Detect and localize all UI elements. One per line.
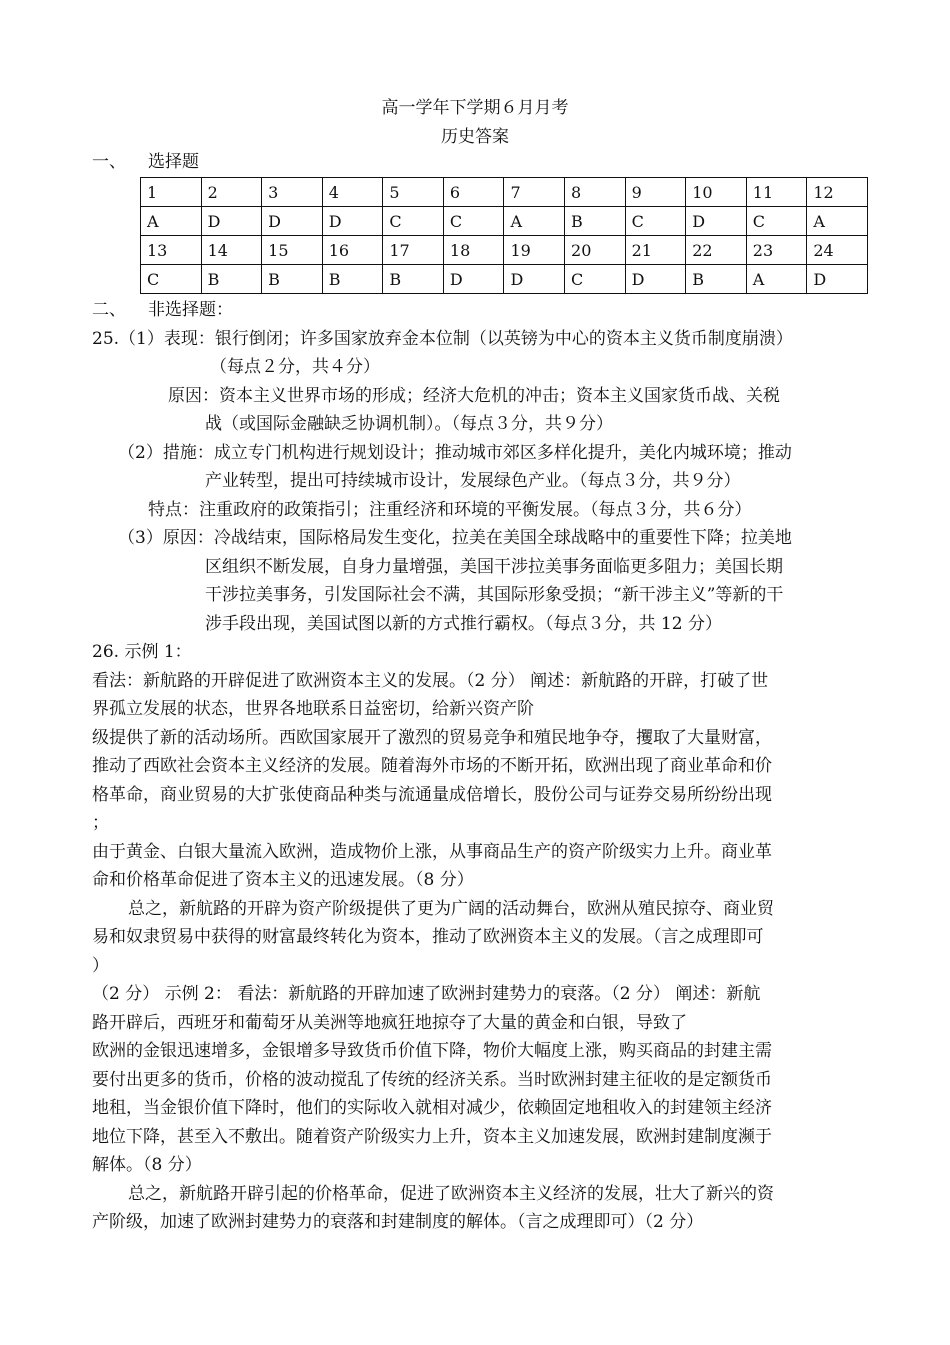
answer-table-cell: B — [262, 265, 323, 294]
q26-text-line: 格革命，商业贸易的大扩张使商品种类与流通量成倍增长，股份公司与证券交易所纷纷出现 — [92, 785, 772, 805]
q25-1-line-2: （每点２分，共４分） — [210, 357, 380, 377]
section-1-number: 一、 — [92, 152, 126, 172]
answer-table-cell: A — [746, 265, 807, 294]
answer-table-cell: 20 — [565, 236, 626, 265]
answer-table-row — [141, 236, 868, 265]
answer-table-cell: C — [383, 207, 444, 236]
page-title: 高一学年下学期６月月考 — [381, 98, 569, 118]
q26-text-line: 命和价格革命促进了资本主义的迅速发展。（8 分） — [92, 870, 474, 890]
answer-table-cell: D — [262, 207, 323, 236]
answer-table-cell: A — [504, 207, 565, 236]
q26-text-line: 总之，新航路开辟引起的价格革命，促进了欧洲资本主义经济的发展，壮大了新兴的资 — [128, 1184, 774, 1204]
answer-table-cell: A — [141, 207, 202, 236]
q26-text-line: 地位下降，甚至入不敷出。随着资产阶级实力上升，资本主义加速发展，欧洲封建制度濒于 — [92, 1127, 772, 1147]
answer-table-cell: 21 — [625, 236, 686, 265]
answer-table-row — [141, 178, 868, 207]
answer-table-cell: 12 — [807, 178, 868, 207]
answer-table-cell: D — [807, 265, 868, 294]
answer-table-cell: 18 — [443, 236, 504, 265]
answer-table-cell: 7 — [504, 178, 565, 207]
answer-table-cell: 1 — [141, 178, 202, 207]
answer-table-cell: 6 — [443, 178, 504, 207]
q25-2-line-3: 特点：注重政府的政策指引；注重经济和环境的平衡发展。（每点３分，共６分） — [148, 500, 752, 520]
answer-table-cell: 11 — [746, 178, 807, 207]
section-1-heading: 选择题 — [148, 152, 199, 172]
q26-text-line: ） — [92, 956, 109, 976]
answer-table-cell: D — [322, 207, 383, 236]
answer-table-cell: C — [565, 265, 626, 294]
q26-text-line: 路开辟后，西班牙和葡萄牙从美洲等地疯狂地掠夺了大量的黄金和白银，导致了 — [92, 1013, 687, 1033]
answer-table-cell: B — [686, 265, 747, 294]
q26-text-line: 级提供了新的活动场所。西欧国家展开了激烈的贸易竞争和殖民地争夺，攫取了大量财富， — [92, 728, 772, 748]
q25-1-line-4: 战（或国际金融缺乏协调机制）。（每点３分，共９分） — [205, 414, 613, 434]
answer-table-cell: 19 — [504, 236, 565, 265]
answer-table-cell: D — [686, 207, 747, 236]
answer-table-cell: 23 — [746, 236, 807, 265]
answer-table-cell: 3 — [262, 178, 323, 207]
answer-table-cell: B — [383, 265, 444, 294]
q26-text-line: 总之，新航路的开辟为资产阶级提供了更为广阔的活动舞台，欧洲从殖民掠夺、商业贸 — [128, 899, 774, 919]
q25-2-line-1: （2）措施：成立专门机构进行规划设计；推动城市郊区多样化提升，美化内城环境；推动 — [118, 443, 792, 463]
answer-table-cell: B — [322, 265, 383, 294]
answer-table-cell: 9 — [625, 178, 686, 207]
answer-table-cell: C — [625, 207, 686, 236]
answer-table-cell: D — [504, 265, 565, 294]
answer-table-cell: 22 — [686, 236, 747, 265]
answer-table-cell: 10 — [686, 178, 747, 207]
q26-text-line: 欧洲的金银迅速增多，金银增多导致货币价值下降，物价大幅度上涨，购买商品的封建主需 — [92, 1041, 772, 1061]
q25-1-line-3: 原因：资本主义世界市场的形成；经济大危机的冲击；资本主义国家货币战、关税 — [168, 386, 780, 406]
answer-table-cell: 8 — [565, 178, 626, 207]
answer-table-cell: 4 — [322, 178, 383, 207]
answer-table — [140, 177, 868, 294]
q26-text-line: 解体。（8 分） — [92, 1155, 202, 1175]
q26-example-1-heading: 26. 示例 1： — [92, 642, 192, 662]
q26-text-line: 看法：新航路的开辟促进了欧洲资本主义的发展。（2 分） 阐述：新航路的开辟，打破了世 — [92, 671, 769, 691]
q26-text-line: 地租，当金银价值下降时，他们的实际收入就相对减少，依赖固定地租收入的封建领主经济 — [92, 1098, 772, 1118]
answer-table-cell: B — [201, 265, 262, 294]
answer-table-cell: 14 — [201, 236, 262, 265]
section-2-number: 二、 — [92, 300, 126, 320]
q26-text-line: 易和奴隶贸易中获得的财富最终转化为资本，推动了欧洲资本主义的发展。（言之成理即可 — [92, 927, 764, 947]
q25-1-line-1: 25.（1）表现：银行倒闭；许多国家放弃金本位制（以英镑为中心的资本主义货币制度崩溃） — [92, 329, 793, 349]
q25-3-line-4: 涉手段出现，美国试图以新的方式推行霸权。（每点３分，共 12 分） — [205, 614, 722, 634]
q26-text-line: （2 分） 示例 2： 看法：新航路的开辟加速了欧洲封建势力的衰落。（2 分） 阐述：新航 — [92, 984, 761, 1004]
answer-table-cell: 17 — [383, 236, 444, 265]
answer-table-cell: C — [746, 207, 807, 236]
answer-table-cell: 2 — [201, 178, 262, 207]
answer-table-row — [141, 265, 868, 294]
page-subtitle: 历史答案 — [441, 127, 509, 147]
q26-text-line: 产阶级，加速了欧洲封建势力的衰落和封建制度的解体。（言之成理即可）（2 分） — [92, 1212, 704, 1232]
q25-3-line-2: 区组织不断发展，自身力量增强，美国干涉拉美事务面临更多阻力；美国长期 — [205, 557, 783, 577]
answer-table-cell: D — [443, 265, 504, 294]
answer-table-cell: 13 — [141, 236, 202, 265]
answer-table-row — [141, 207, 868, 236]
q26-text-line: 由于黄金、白银大量流入欧洲，造成物价上涨，从事商品生产的资产阶级实力上升。商业革 — [92, 842, 772, 862]
answer-table-cell: D — [201, 207, 262, 236]
q25-2-line-2: 产业转型，提出可持续城市设计，发展绿色产业。（每点３分，共９分） — [205, 471, 741, 491]
answer-table-cell: A — [807, 207, 868, 236]
answer-table-cell: 15 — [262, 236, 323, 265]
answer-table-cell: B — [565, 207, 626, 236]
answer-table-cell: C — [141, 265, 202, 294]
q26-text-line: 界孤立发展的状态，世界各地联系日益密切，给新兴资产阶 — [92, 699, 534, 719]
q25-3-line-1: （3）原因：冷战结束，国际格局发生变化，拉美在美国全球战略中的重要性下降；拉美地 — [118, 528, 792, 548]
answer-table-cell: 24 — [807, 236, 868, 265]
q26-text-line: ； — [92, 813, 109, 833]
answer-table-cell: C — [443, 207, 504, 236]
answer-table-cell: 16 — [322, 236, 383, 265]
answer-table-cell: D — [625, 265, 686, 294]
section-2-heading: 非选择题： — [148, 300, 233, 320]
q25-3-line-3: 干涉拉美事务，引发国际社会不满，其国际形象受损；“新干涉主义”等新的干 — [205, 585, 784, 605]
q26-text-line: 推动了西欧社会资本主义经济的发展。随着海外市场的不断开拓，欧洲出现了商业革命和价 — [92, 756, 772, 776]
answer-table-cell: 5 — [383, 178, 444, 207]
q26-text-line: 要付出更多的货币，价格的波动搅乱了传统的经济关系。当时欧洲封建主征收的是定额货币 — [92, 1070, 772, 1090]
